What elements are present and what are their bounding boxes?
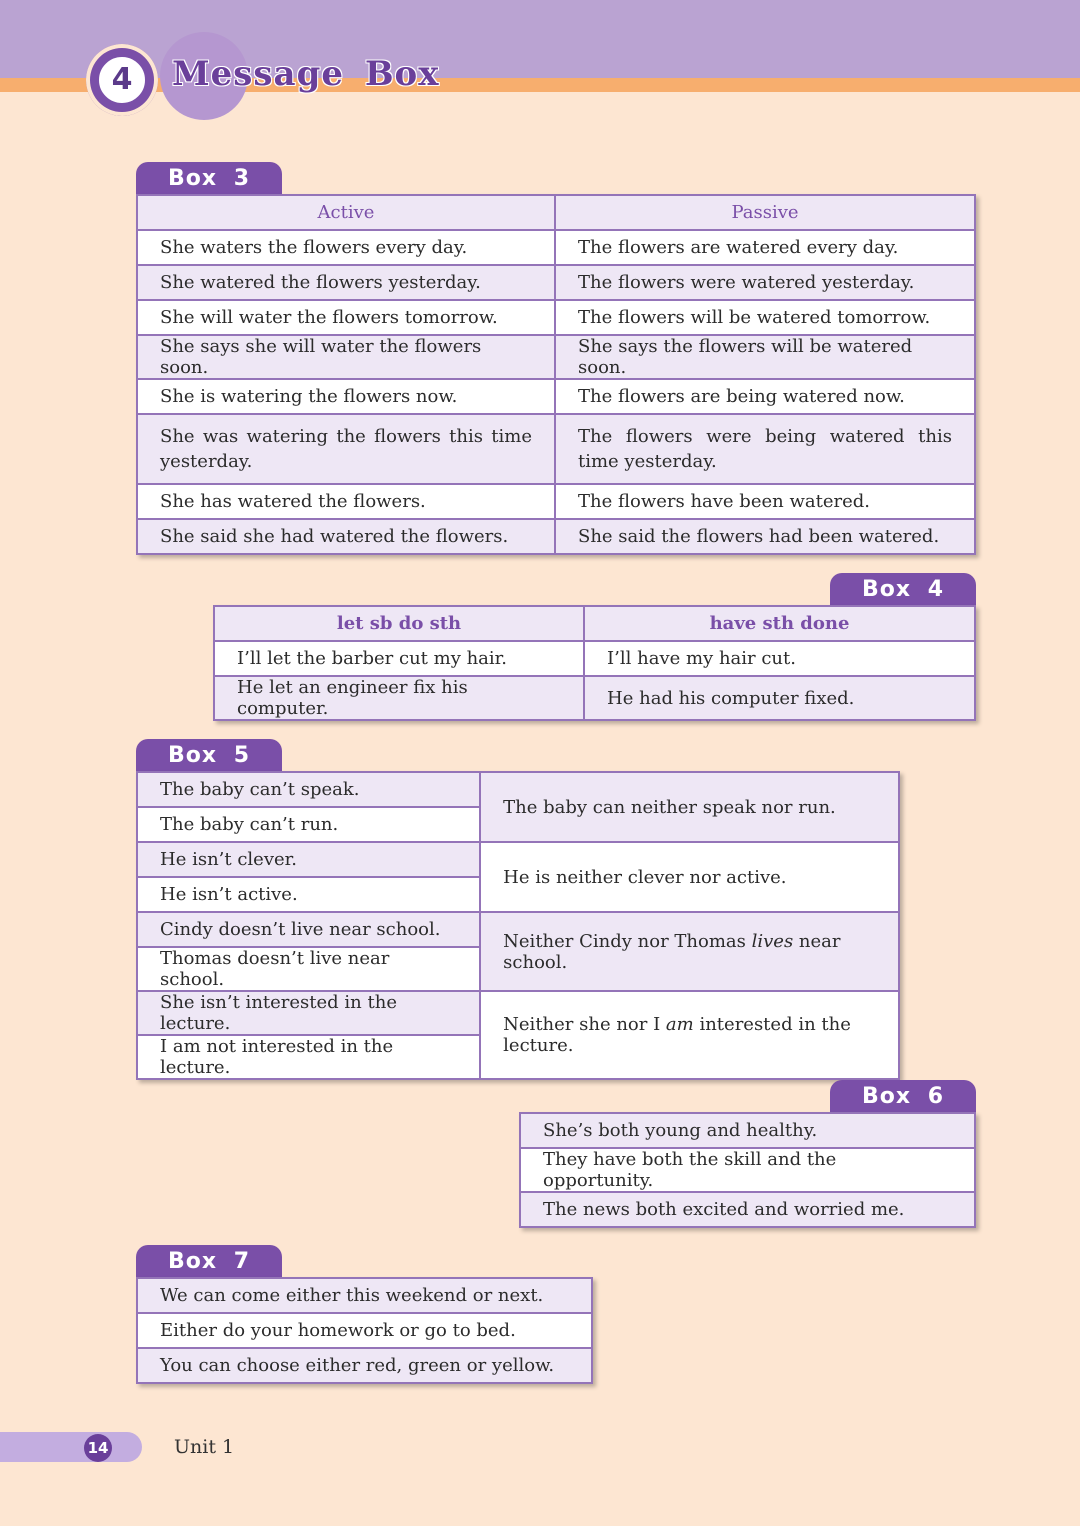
box5-combined-cell: Neither she nor I am interested in the lecture. [480, 991, 899, 1079]
table-row [137, 300, 975, 335]
box5-left-cell: I am not interested in the lecture. [137, 1035, 480, 1079]
box7-cell: We can come either this weekend or next. [137, 1278, 592, 1313]
box5-left-cell: He isn’t active. [137, 877, 480, 912]
box5-combined-cell: He is neither clever nor active. [480, 842, 899, 912]
table-row [137, 842, 899, 877]
box3-passive-cell: The flowers are watered every day. [555, 230, 975, 265]
box6-cell: They have both the skill and the opportunity. [520, 1148, 975, 1192]
box4-header-have: have sth done [584, 606, 975, 641]
box3-active-cell: She is watering the flowers now. [137, 379, 555, 414]
table-row [214, 676, 975, 720]
box3-tab: Box 3 [136, 162, 282, 196]
box5-table [136, 771, 900, 1080]
box4-header-let: let sb do sth [214, 606, 584, 641]
box3-active-cell: She says she will water the flowers soon. [137, 335, 555, 379]
box6-tab: Box 6 [830, 1080, 976, 1114]
box7-table [136, 1277, 593, 1384]
box3-passive-cell: The flowers will be watered tomorrow. [555, 300, 975, 335]
box4-header-row [214, 606, 975, 641]
box3-table [136, 194, 976, 555]
box3-passive-cell: The flowers have been watered. [555, 484, 975, 519]
box3-active-cell: She waters the flowers every day. [137, 230, 555, 265]
box4-tab: Box 4 [830, 573, 976, 607]
page-number: 14 [84, 1434, 112, 1462]
box3-header-row [137, 195, 975, 230]
table-row [520, 1192, 975, 1227]
table-row [137, 230, 975, 265]
table-row [137, 1348, 592, 1383]
box7-cell: You can choose either red, green or yellow. [137, 1348, 592, 1383]
box6-table [519, 1112, 976, 1228]
box4-let-cell: He let an engineer fix his computer. [214, 676, 584, 720]
box6-cell: The news both excited and worried me. [520, 1192, 975, 1227]
box5-combined-cell: The baby can neither speak nor run. [480, 772, 899, 842]
box3-passive-cell: The flowers are being watered now. [555, 379, 975, 414]
table-row [137, 379, 975, 414]
table-row [520, 1113, 975, 1148]
box3-active-cell: She watered the flowers yesterday. [137, 265, 555, 300]
footer-bar [0, 1432, 142, 1462]
box3-active-cell: She said she had watered the flowers. [137, 519, 555, 554]
table-row [137, 1313, 592, 1348]
box3-active-cell: She was watering the flowers this time yesterday. [137, 414, 555, 484]
box7-tab: Box 7 [136, 1245, 282, 1279]
box4-have-cell: I’ll have my hair cut. [584, 641, 975, 676]
box3-passive-cell: The flowers were watered yesterday. [555, 265, 975, 300]
box5-combined-cell: Neither Cindy nor Thomas lives near school. [480, 912, 899, 991]
box3-active-cell: She has watered the flowers. [137, 484, 555, 519]
box3-header-passive: Passive [555, 195, 975, 230]
unit-label: Unit 1 [174, 1436, 235, 1458]
box3-passive-cell: She said the flowers had been watered. [555, 519, 975, 554]
table-row [520, 1148, 975, 1192]
box5-left-cell: Thomas doesn’t live near school. [137, 947, 480, 991]
table-row [214, 641, 975, 676]
box4-let-cell: I’ll let the barber cut my hair. [214, 641, 584, 676]
box3-active-cell: She will water the flowers tomorrow. [137, 300, 555, 335]
box5-left-cell: She isn’t interested in the lecture. [137, 991, 480, 1035]
table-row [137, 484, 975, 519]
box5-left-cell: Cindy doesn’t live near school. [137, 912, 480, 947]
box5-left-cell: The baby can’t run. [137, 807, 480, 842]
box7-cell: Either do your homework or go to bed. [137, 1313, 592, 1348]
page-title: Message Box [172, 54, 440, 94]
table-row [137, 1278, 592, 1313]
section-number-badge [86, 44, 158, 116]
table-row [137, 265, 975, 300]
box4-have-cell: He had his computer fixed. [584, 676, 975, 720]
section-number: 4 [96, 54, 148, 106]
table-row [137, 335, 975, 379]
table-row [137, 414, 975, 484]
box3-passive-cell: She says the flowers will be watered soon. [555, 335, 975, 379]
box3-passive-cell: The flowers were being watered this time yesterday. [555, 414, 975, 484]
box5-tab: Box 5 [136, 739, 282, 773]
box4-table [213, 605, 976, 721]
table-row [137, 991, 899, 1035]
table-row [137, 912, 899, 947]
box6-cell: She’s both young and healthy. [520, 1113, 975, 1148]
box3-header-active: Active [137, 195, 555, 230]
box5-left-cell: He isn’t clever. [137, 842, 480, 877]
table-row [137, 772, 899, 807]
table-row [137, 519, 975, 554]
box5-left-cell: The baby can’t speak. [137, 772, 480, 807]
